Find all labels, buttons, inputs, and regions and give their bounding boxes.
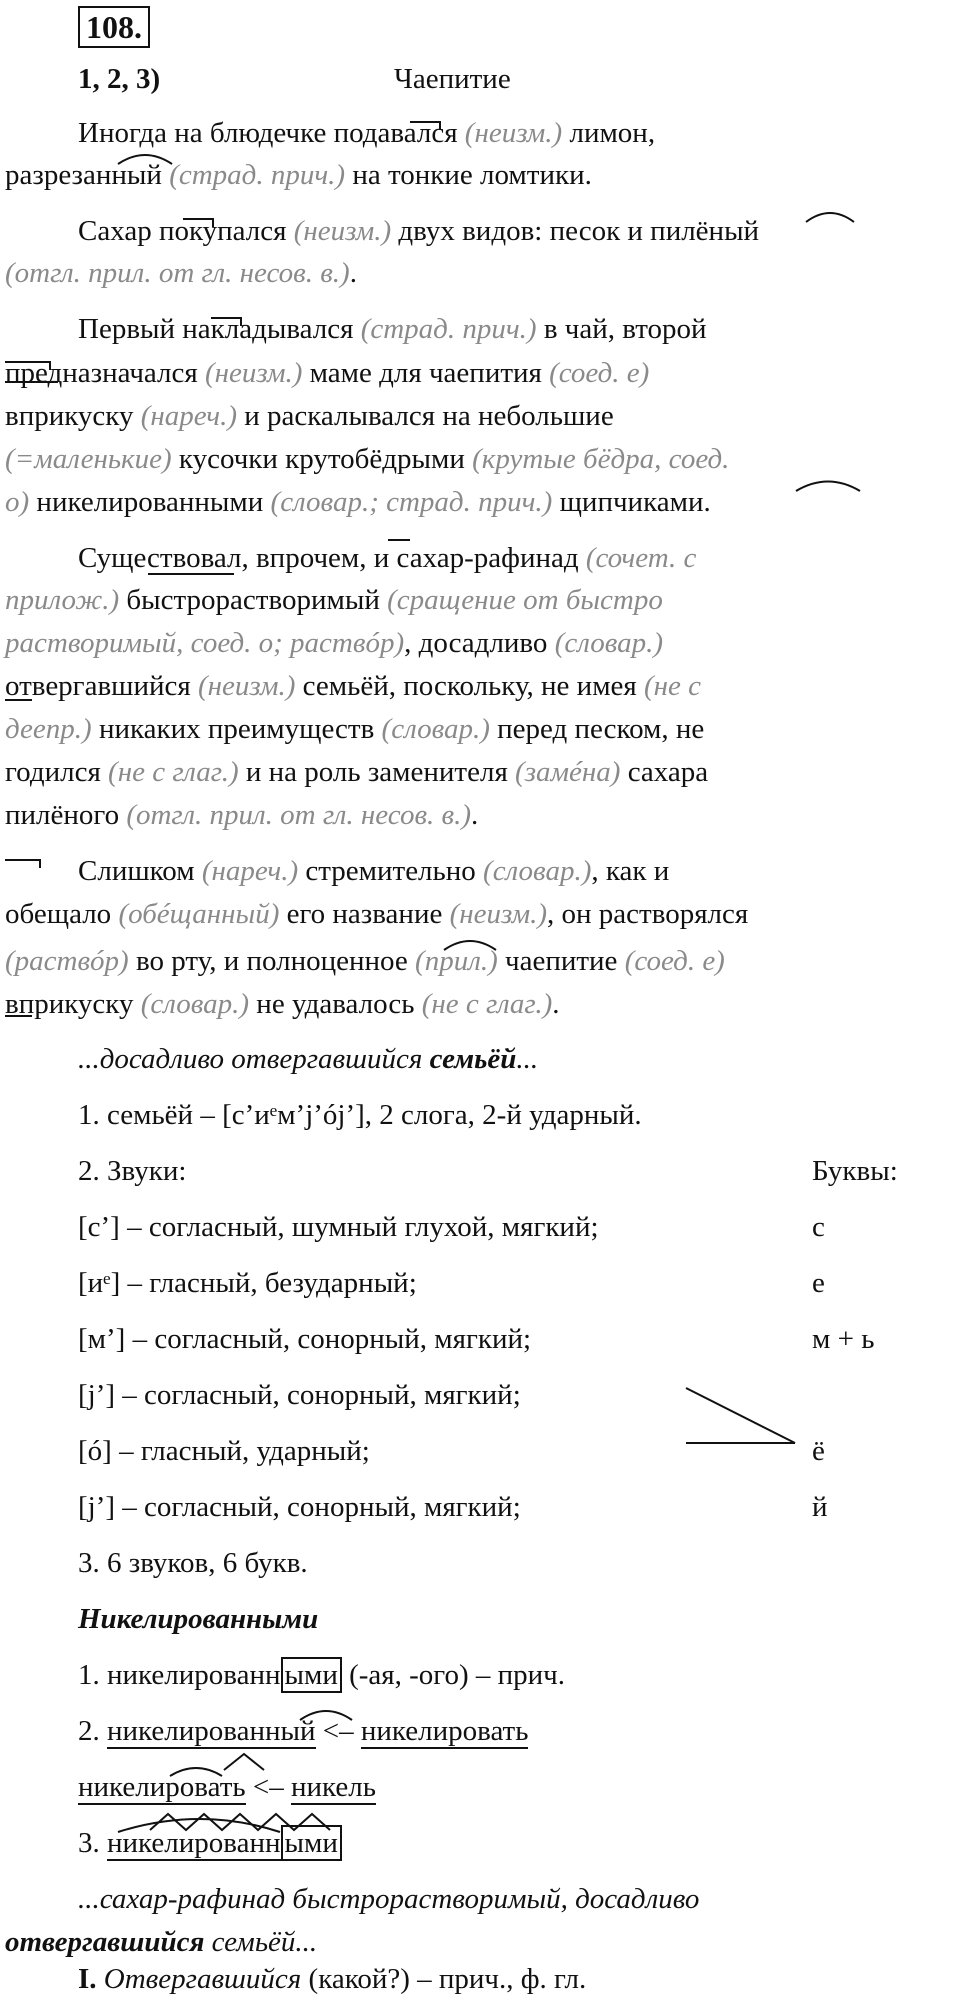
text-line: предназначался (неизм.) маме для чаепития (соед. е)	[5, 357, 650, 389]
parse-heading-a: ...сахар-рафинад быстрорастворимый, досадливо	[78, 1883, 700, 1915]
suffix-mark	[224, 1754, 264, 1770]
root-arc	[118, 1819, 280, 1832]
text-line: вприкуску (нареч.) и раскалывался на небольшие	[5, 400, 614, 432]
prefix-mark	[5, 860, 40, 868]
parse-heading-b: отвергавшийся семьёй...	[5, 1926, 318, 1958]
text-line: Слишком (нареч.) стремительно (словар.), как и	[78, 855, 670, 887]
text-line: Иногда на блюдечке подавался (неизм.) лимон,	[78, 117, 656, 149]
exercise-number: 108.	[78, 6, 150, 48]
text-line: отвергавшийся (неизм.) семьёй, поскольку, не имея (не с	[5, 670, 702, 702]
text-line: Сахар покупался (неизм.) двух видов: песок и пилёный	[78, 215, 760, 247]
morph-line-3: никелировать <– никель	[78, 1771, 376, 1803]
letter-cell: е	[812, 1267, 825, 1299]
text-line: обещало (обéщанный) его название (неизм.), он растворялся	[5, 898, 749, 930]
phonetic-transcription: 1. семьёй – [с’иᵉм’j’ój’], 2 слога, 2-й ударный.	[78, 1099, 642, 1131]
morph-line-1: 1. никелированн ыми (-ая, -ого) – прич.	[78, 1659, 565, 1691]
root-arc	[118, 155, 172, 164]
sounds-label: 2. Звуки:	[78, 1155, 187, 1187]
sound-row: [j’] – согласный, сонорный, мягкий;	[78, 1379, 521, 1411]
text-line: (раствóр) во рту, и полноценное (прил.) чаепитие (соед. е)	[5, 945, 725, 977]
root-arc	[806, 213, 854, 222]
exercise-title: Чаепитие	[394, 63, 511, 95]
morph-heading: Никелированными	[78, 1603, 319, 1635]
prefix-mark	[183, 219, 213, 227]
text-line: (отгл. прил. от гл. несов. в.).	[5, 257, 357, 289]
sound-row: [с’] – согласный, шумный глухой, мягкий;	[78, 1211, 599, 1243]
exercise-tasks: 1, 2, 3)	[78, 63, 161, 95]
root-arc	[444, 941, 496, 950]
text-line: Существовал, впрочем, и сахар-рафинад (сочет. с	[78, 542, 697, 574]
letter-cell: ё	[812, 1435, 825, 1467]
phonetic-total: 3. 6 звуков, 6 букв.	[78, 1547, 308, 1579]
phonetic-heading: ...досадливо отвергавшийся семьёй...	[78, 1043, 539, 1075]
text-line: разрезанный (страд. прич.) на тонкие ломтики.	[5, 159, 592, 191]
letter-cell: с	[812, 1211, 825, 1243]
text-line: годился (не с глаг.) и на роль заменителя (замéна) сахара	[5, 756, 709, 788]
root-arc	[796, 482, 860, 492]
sound-row: [ó] – гласный, ударный;	[78, 1435, 370, 1467]
root-arc	[300, 1711, 352, 1720]
text-line: пилёного (отгл. прил. от гл. несов. в.).	[5, 799, 479, 831]
sound-row: [иᵉ] – гласный, безударный;	[78, 1267, 417, 1299]
text-line: Первый накладывался (страд. прич.) в чай, второй	[78, 313, 707, 345]
text-line: прилож.) быстрорастворимый (сращение от быстро	[5, 584, 663, 616]
text-line: (=маленькие) кусочки крутобёдрыми (крутые бёдра, соед.	[5, 443, 730, 475]
prefix-mark	[5, 362, 50, 370]
parse-line-1: I. Отвергавшийся (какой?) – прич., ф. гл.	[78, 1963, 587, 1995]
connector-line	[686, 1388, 795, 1443]
text-line: растворимый, соед. о; раствóр), досадливо (словар.)	[5, 627, 664, 659]
morph-line-4: 3. никелированн ыми	[78, 1822, 342, 1865]
morph-line-2: 2. никелированный <– никелировать	[78, 1715, 529, 1747]
letter-cell: м + ь	[812, 1323, 875, 1355]
sound-row: [j’] – согласный, сонорный, мягкий;	[78, 1491, 521, 1523]
root-arc	[170, 1768, 222, 1776]
prefix-mark	[211, 318, 241, 326]
text-line: о) никелированными (словар.; страд. прич.) щипчиками.	[5, 486, 711, 518]
letter-cell: й	[812, 1491, 828, 1523]
prefix-mark	[410, 122, 440, 130]
text-line: деепр.) никаких преимуществ (словар.) перед песком, не	[5, 713, 705, 745]
sound-row: [м’] – согласный, сонорный, мягкий;	[78, 1323, 532, 1355]
text-line: вприкуску (словар.) не удавалось (не с глаг.).	[5, 988, 560, 1020]
letters-label: Буквы:	[812, 1155, 898, 1187]
